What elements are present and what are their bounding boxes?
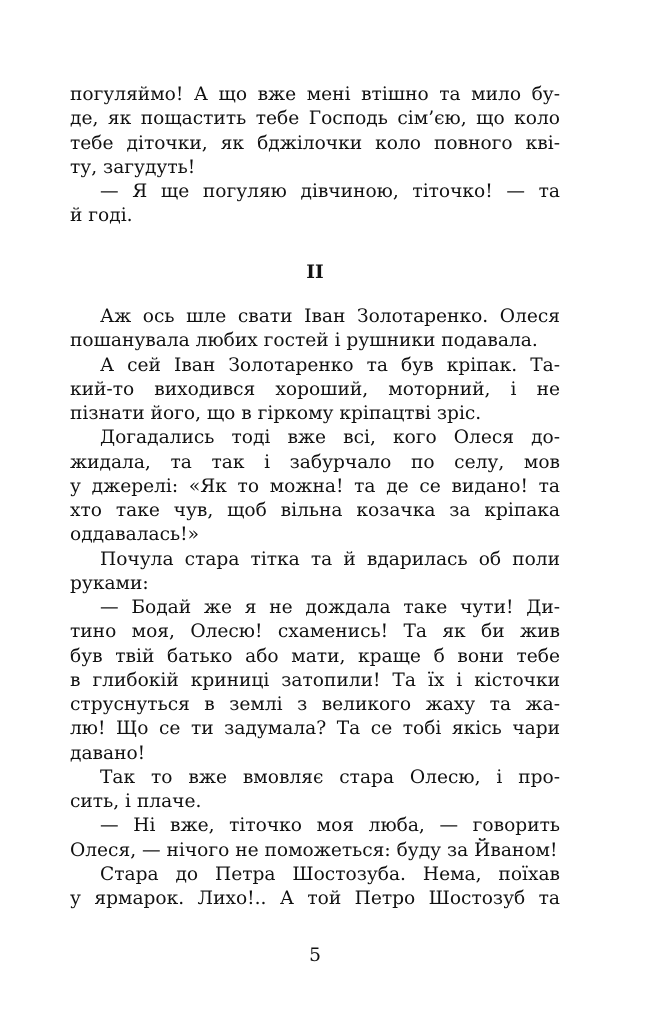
text-line: — Бодай же я не дождала таке чути! Ди- — [100, 597, 560, 618]
text-line: струснуться в землі з великого жаху та жа- — [70, 694, 560, 715]
text-line: оддавалась!» — [70, 524, 200, 546]
text-line: в глибокій криниці затопили! Та їх і кісточки — [70, 669, 560, 691]
text-line: руками: — [70, 572, 149, 594]
text-line: був твій батько або мати, краще б вони тебе — [70, 645, 560, 667]
text-line: Так то вже вмовляє стара Олесю, і про- — [100, 766, 560, 788]
text-line: тебе діточки, як бджілочки коло повного кві- — [70, 132, 560, 154]
text-line: Догадались тоді вже всі, кого Олеся до- — [100, 427, 560, 449]
text-line: давано! — [70, 742, 146, 764]
text-line: тино моя, Олесю! схаменись! Та як би жив — [70, 621, 560, 643]
text-line: Олеся, — нічого не поможеться: буду за Йваном! — [70, 839, 558, 861]
section-heading: II — [306, 262, 324, 283]
text-line: у ярмарок. Лихо!.. А той Петро Шостозуб та — [70, 888, 560, 909]
text-line: й годі. — [70, 205, 133, 227]
text-line: де, як пощастить тебе Господь сім’єю, що коло — [70, 108, 560, 130]
text-line: Аж ось шле свати Іван Золотаренко. Олеся — [100, 306, 560, 327]
text-line: — Ні вже, тіточко моя люба, — говорить — [100, 815, 560, 837]
text-line: кий-то виходився хороший, моторний, і не — [70, 378, 560, 400]
text-line: Стара до Петра Шостозуба. Нема, поїхав — [100, 863, 560, 885]
page-number: 5 — [309, 945, 321, 966]
text-line: ту, загудуть! — [70, 156, 196, 178]
text-line: хто таке чув, щоб вільна козачка за кріпака — [70, 500, 560, 521]
text-line: у джерелі: «Як то можна! та де се видано! та — [70, 475, 560, 497]
text-line: А сей Іван Золотаренко та був кріпак. Та- — [100, 354, 560, 376]
text-line: погуляймо! А що вже мені втішно та мило бу- — [70, 84, 560, 105]
text-block-main — [70, 305, 560, 911]
text-line: пошанувала любих гостей і рушники подавала. — [70, 330, 538, 352]
text-line: жидала, та так і забурчало по селу, мов — [70, 451, 560, 473]
text-line: лю! Що се ти задумала? Та се тобі якісь чари — [70, 718, 560, 740]
text-block-top — [70, 83, 560, 229]
text-line: Почула стара тітка та й вдарилась об поли — [100, 548, 560, 570]
text-line: сить, і плаче. — [70, 791, 202, 812]
text-line: пізнати його, що в гіркому кріпацтві зріс. — [70, 403, 482, 424]
text-line: — Я ще погуляю дівчиною, тіточко! — та — [100, 181, 560, 202]
